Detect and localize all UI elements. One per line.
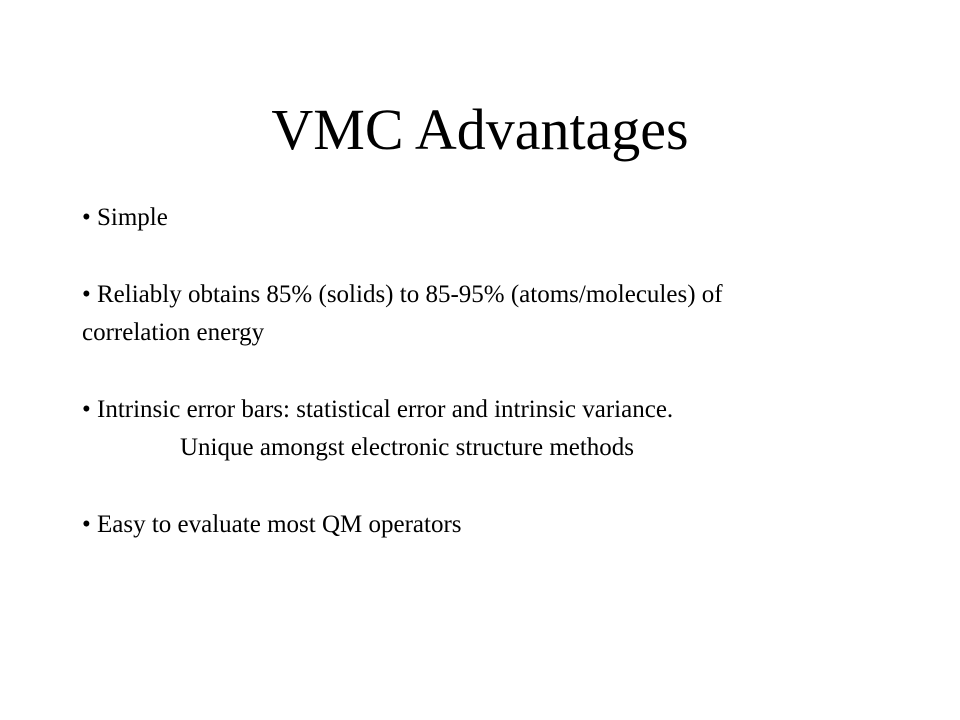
bullet-correlation-energy: • Reliably obtains 85% (solids) to 85-95% (atoms/molecules) of — [82, 281, 723, 308]
slide-title: VMC Advantages — [271, 97, 689, 162]
bullet-error-bars: • Intrinsic error bars: statistical error and intrinsic variance. — [82, 396, 674, 423]
bullet-qm-operators: • Easy to evaluate most QM operators — [82, 511, 462, 538]
bullet-correlation-energy-continued: correlation energy — [82, 319, 265, 346]
bullet-error-bars-subline: Unique amongst electronic structure methods — [180, 434, 635, 461]
bullet-simple: • Simple — [82, 204, 168, 231]
